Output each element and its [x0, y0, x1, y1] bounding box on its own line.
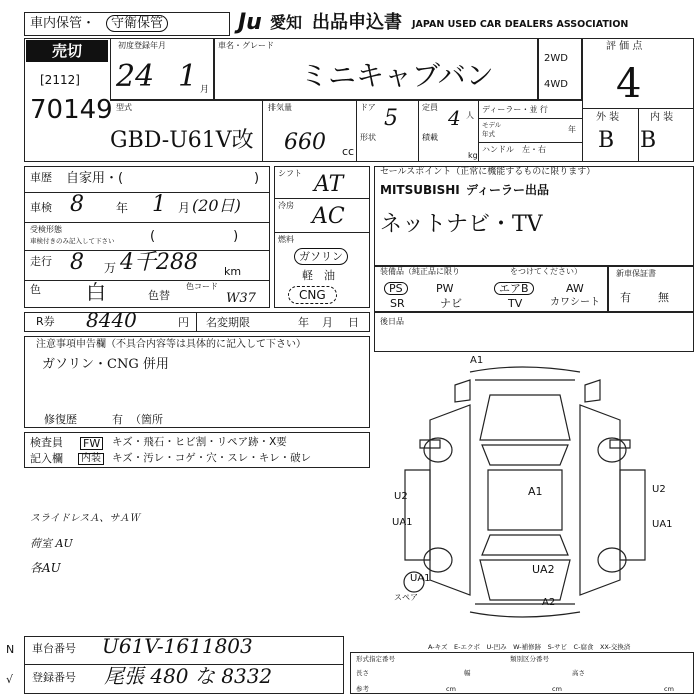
ref-len: 長さ — [356, 669, 369, 677]
capacity-label: 定員 — [422, 103, 438, 112]
cool-label: 冷房 — [278, 201, 294, 210]
dmg-ua1-right: UA1 — [652, 519, 673, 530]
inspection-day: (20日) — [192, 196, 241, 215]
fuel-cng: CNG — [288, 286, 337, 304]
load-unit: kg — [468, 151, 478, 160]
notes-content: ガソリン・CNG 併用 — [42, 357, 169, 372]
margin-check: √ — [6, 673, 14, 686]
storage-label: 車内保管・ — [30, 16, 96, 31]
insp-note-3: 各AU — [30, 561, 61, 575]
month-unit: 月 — [200, 85, 210, 95]
capacity-value: 4 — [448, 106, 461, 130]
recycle-label: R券 — [36, 315, 55, 328]
inspection-num: 8 — [70, 192, 84, 217]
first-reg-month: 1 — [178, 59, 198, 94]
chassis-label: 車台番号 — [32, 642, 76, 655]
nc-day: 日 — [348, 316, 359, 329]
inspection-month-unit: 月 — [178, 201, 191, 215]
ext-label: 外 装 — [596, 112, 620, 123]
sales-point-label: セールスポイント（正常に機能するものに限ります） — [380, 167, 596, 177]
drive-4wd: 4WD — [544, 79, 568, 90]
ref-row-2: 類別区分番号 — [510, 655, 549, 663]
checker-int: 内装 — [78, 453, 104, 465]
dmg-u2-right: U2 — [652, 484, 666, 495]
door-label: ドア — [360, 103, 376, 112]
ref-hgt: 高さ — [572, 669, 585, 677]
ju-logo: Ju — [238, 10, 262, 35]
model-value: GBD-U61V改 — [110, 128, 254, 153]
nc-year: 年 — [298, 316, 309, 329]
chassis-number: U61V-1611803 — [102, 634, 253, 658]
inspection-month: 1 — [152, 192, 166, 217]
mileage-man: 8 — [70, 250, 84, 275]
notes-title: 注意事項申告欄（不具合内容等は具体的に記入して下さい） — [36, 339, 306, 350]
drive-2wd: 2WD — [544, 53, 568, 64]
dmg-a2: A2 — [542, 597, 556, 608]
dmg-u2-left: U2 — [394, 491, 408, 502]
repair-label: 修復歴 — [44, 413, 77, 426]
disp-value: 660 — [284, 130, 326, 155]
equip-pw: PW — [436, 282, 454, 295]
checker-label-2: 記入欄 — [30, 452, 63, 465]
margin-n: N — [6, 643, 15, 656]
form-type-sub: 車検付きのみ記入して下さい — [30, 237, 115, 245]
ref-label: 参考 — [356, 685, 369, 693]
spare-label: スペア — [394, 593, 418, 602]
plate-number: 尾張 480 な 8332 — [104, 664, 273, 688]
mileage-rest: 4千288 — [120, 250, 198, 275]
color-label: 色 — [30, 283, 41, 296]
usage-value: 自家用・( — [66, 171, 124, 186]
plate-label: 登録番号 — [32, 671, 76, 684]
recycle-value: 8440 — [86, 308, 137, 332]
inspection-year-unit: 年 — [116, 201, 129, 215]
nc-month: 月 — [322, 316, 333, 329]
disp-unit: cc — [342, 145, 355, 158]
int-label: 内 装 — [650, 112, 674, 123]
model-label: 型式 — [116, 103, 132, 112]
equip-sr: SR — [390, 297, 405, 310]
shift-value: AT — [314, 172, 344, 197]
storage-guard-circled: 守衛保管 — [106, 15, 168, 32]
warranty-no: 無 — [658, 291, 669, 304]
score-value: 4 — [616, 61, 642, 107]
equipment-label: 装備品（純正品に限り — [380, 267, 460, 276]
checker-row-2: キズ・汚レ・コゲ・穴・スレ・キレ・破レ — [112, 452, 312, 464]
equip-airbag: エアB — [494, 282, 534, 295]
shape-label: 形状 — [360, 133, 376, 142]
association-name: JAPAN USED CAR DEALERS ASSOCIATION — [412, 19, 629, 30]
dmg-a1-top: A1 — [470, 355, 484, 366]
usage-close: ) — [254, 171, 260, 186]
insp-note-2: 荷室 AU — [30, 537, 73, 550]
ref-row-1: 形式指定番号 — [356, 655, 395, 663]
mileage-man-unit: 万 — [104, 261, 117, 275]
fuel-diesel: 軽 油 — [302, 269, 335, 282]
inspection-label: 車検 — [30, 201, 52, 214]
form-type-value: ( ) — [150, 229, 239, 244]
color-change-label: 色替 — [148, 289, 170, 302]
ref-cm-1: cm — [446, 685, 456, 693]
sold-badge: 売切 — [26, 40, 108, 62]
equip-navi: ナビ — [440, 297, 462, 310]
mileage-label: 走行 — [30, 255, 52, 268]
ext-grade: B — [598, 128, 615, 153]
dmg-ua1-left: UA1 — [392, 517, 413, 528]
ref-wid: 幅 — [464, 669, 471, 677]
cool-value: AC — [312, 204, 345, 229]
repair-place: （箇所 — [130, 413, 163, 426]
year-unit: 年 — [568, 125, 576, 134]
name-change-label: 名変期限 — [206, 316, 250, 329]
model-year-2: 年式 — [482, 130, 495, 138]
name-label: 車名・グレード — [218, 41, 274, 50]
color-code-label: 色コード — [186, 282, 218, 291]
equip-tv: TV — [508, 297, 523, 310]
int-grade: B — [640, 128, 657, 153]
damage-legend: A-キズ E-エクボ U-凹み W-補修跡 S-サビ C-腐食 XX-交換済 — [428, 643, 631, 651]
score-label: 評 価 点 — [606, 41, 643, 52]
dmg-a1-center: A1 — [528, 485, 543, 498]
equip-ps: PS — [384, 282, 408, 295]
equip-leather: カワシート — [550, 297, 600, 308]
color-value: 白 — [86, 280, 106, 304]
ref-cm-2: cm — [552, 685, 562, 693]
org-name: 愛知 — [270, 13, 303, 32]
later-items-label: 後日品 — [380, 317, 404, 326]
lot-number: 70149 — [30, 95, 113, 125]
checker-label-1: 検査員 — [30, 436, 63, 449]
mitsubishi-brand: MITSUBISHI — [380, 183, 460, 197]
sales-note: ネットナビ・TV — [380, 212, 543, 237]
color-code: W37 — [226, 291, 256, 306]
door-value: 5 — [384, 106, 398, 131]
usage-label: 車歴 — [30, 171, 52, 184]
fuel-label: 燃料 — [278, 235, 294, 244]
vehicle-name: ミニキャブバン — [300, 59, 494, 92]
first-reg-label: 初度登録年月 — [118, 41, 166, 50]
form-type-label: 受検形態 — [30, 225, 62, 234]
capacity-unit: 人 — [466, 111, 474, 120]
checker-fw: FW — [80, 437, 103, 450]
first-reg-year: 24 — [116, 59, 155, 94]
warranty-label: 新車保証書 — [616, 269, 656, 278]
shift-label: シフト — [278, 169, 302, 178]
fuel-gas: ガソリン — [294, 248, 348, 265]
mileage-unit: km — [224, 265, 242, 278]
ref-cm-3: cm — [664, 685, 674, 693]
dmg-ua2: UA2 — [532, 563, 555, 576]
dealer-listing: ディーラー出品 — [466, 183, 550, 197]
code: [2112] — [40, 73, 80, 87]
equip-aw: AW — [566, 282, 584, 295]
dealer-label: ディーラー・並 行 — [482, 105, 548, 114]
repair-has: 有 — [112, 413, 123, 426]
disp-label: 排気量 — [268, 103, 292, 112]
dmg-ua1-lower: UA1 — [410, 573, 431, 584]
checker-row-1: キズ・飛石・ヒビ割・リペア跡・X要 — [112, 436, 287, 448]
load-label: 積載 — [422, 133, 438, 142]
warranty-yes: 有 — [620, 291, 631, 304]
handle-label: ハンドル 左・右 — [482, 145, 546, 154]
model-year-1: モデル — [482, 121, 502, 129]
equipment-label-end: をつけてください） — [510, 267, 582, 276]
form-title: 出品申込書 — [312, 12, 402, 33]
recycle-unit: 円 — [178, 316, 189, 329]
insp-note-1: スライドレスＡ、サＡＷ — [30, 513, 140, 524]
